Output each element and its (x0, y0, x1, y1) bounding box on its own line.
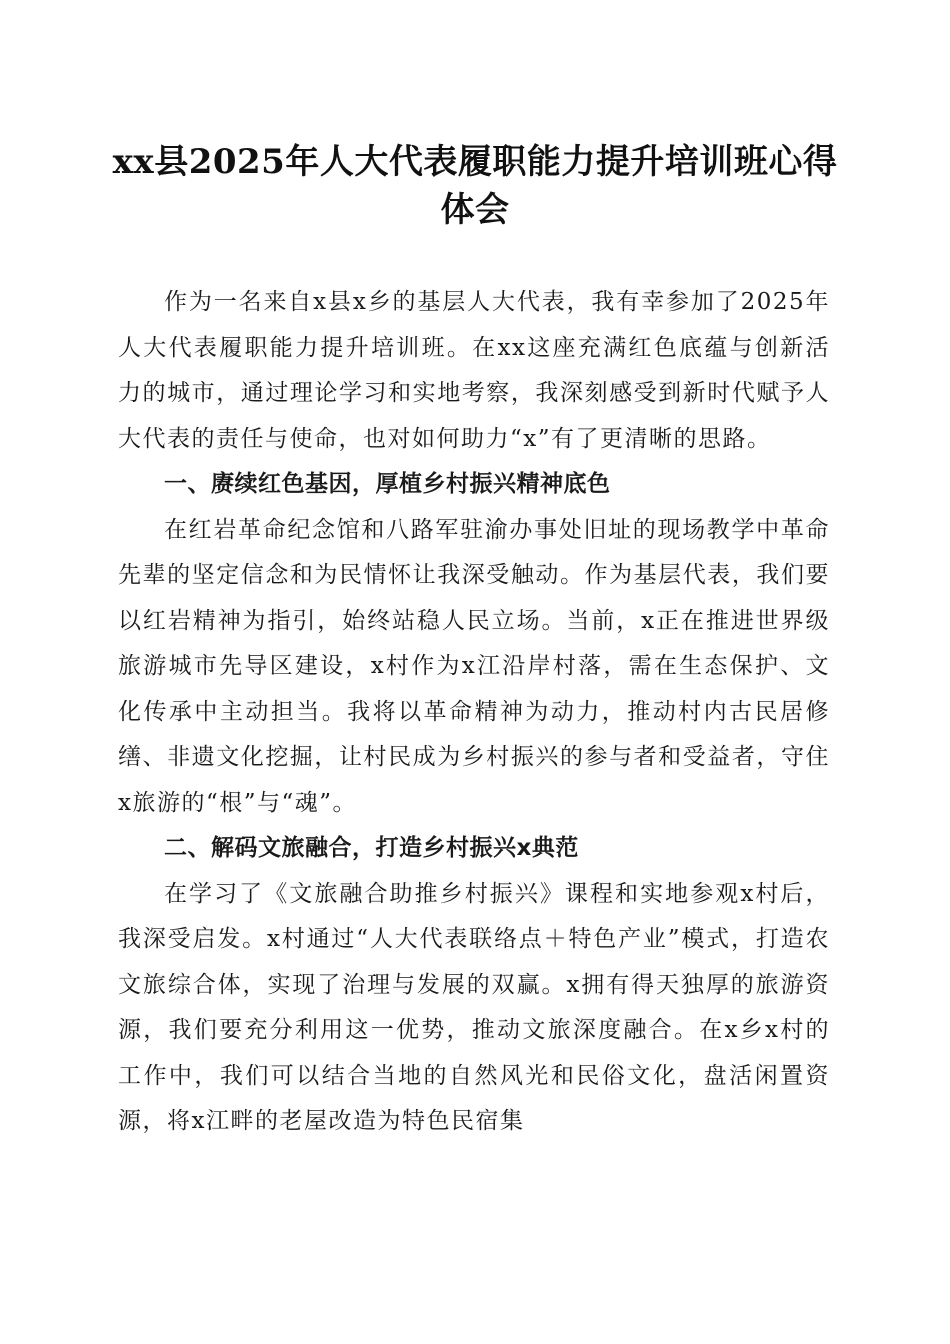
paragraph-section-2: 在学习了《文旅融合助推乡村振兴》课程和实地参观x村后，我深受启发。x村通过“人大代表联络点＋特色产业”模式，打造农文旅综合体，实现了治理与发展的双赢。x拥有得天独厚的旅游资源，我们要充分利用这一优势，推动文旅深度融合。在x乡x村的工作中，我们可以结合当地的自然风光和民俗文化，盘活闲置资源，将x江畔的老屋改造为特色民宿集 (118, 880, 830, 1134)
document-title: xx县2025年人大代表履职能力提升培训班心得体会 (112, 142, 838, 230)
section-heading-2: 二、解码文旅融合，打造乡村振兴x典范 (164, 835, 579, 861)
paragraph-section-1: 在红岩革命纪念馆和八路军驻渝办事处旧址的现场教学中革命先辈的坚定信念和为民情怀让我深受触动。作为基层代表，我们要以红岩精神为指引，始终站稳人民立场。当前，x正在推进世界级旅游城市先导区建设，x村作为x江沿岸村落，需在生态保护、文化传承中主动担当。我将以革命精神为动力，推动村内古民居修缮、非遗文化挖掘，让村民成为乡村振兴的参与者和受益者，守住x旅游的“根”与“魂”。 (118, 516, 830, 816)
document-body (118, 280, 830, 1145)
section-heading-1: 一、赓续红色基因，厚植乡村振兴精神底色 (164, 471, 611, 497)
paragraph-intro: 作为一名来自x县x乡的基层人大代表，我有幸参加了2025年人大代表履职能力提升培训班。在xx这座充满红色底蕴与创新活力的城市，通过理论学习和实地考察，我深刻感受到新时代赋予人大代表的责任与使命，也对如何助力“x”有了更清晰的思路。 (118, 289, 830, 452)
